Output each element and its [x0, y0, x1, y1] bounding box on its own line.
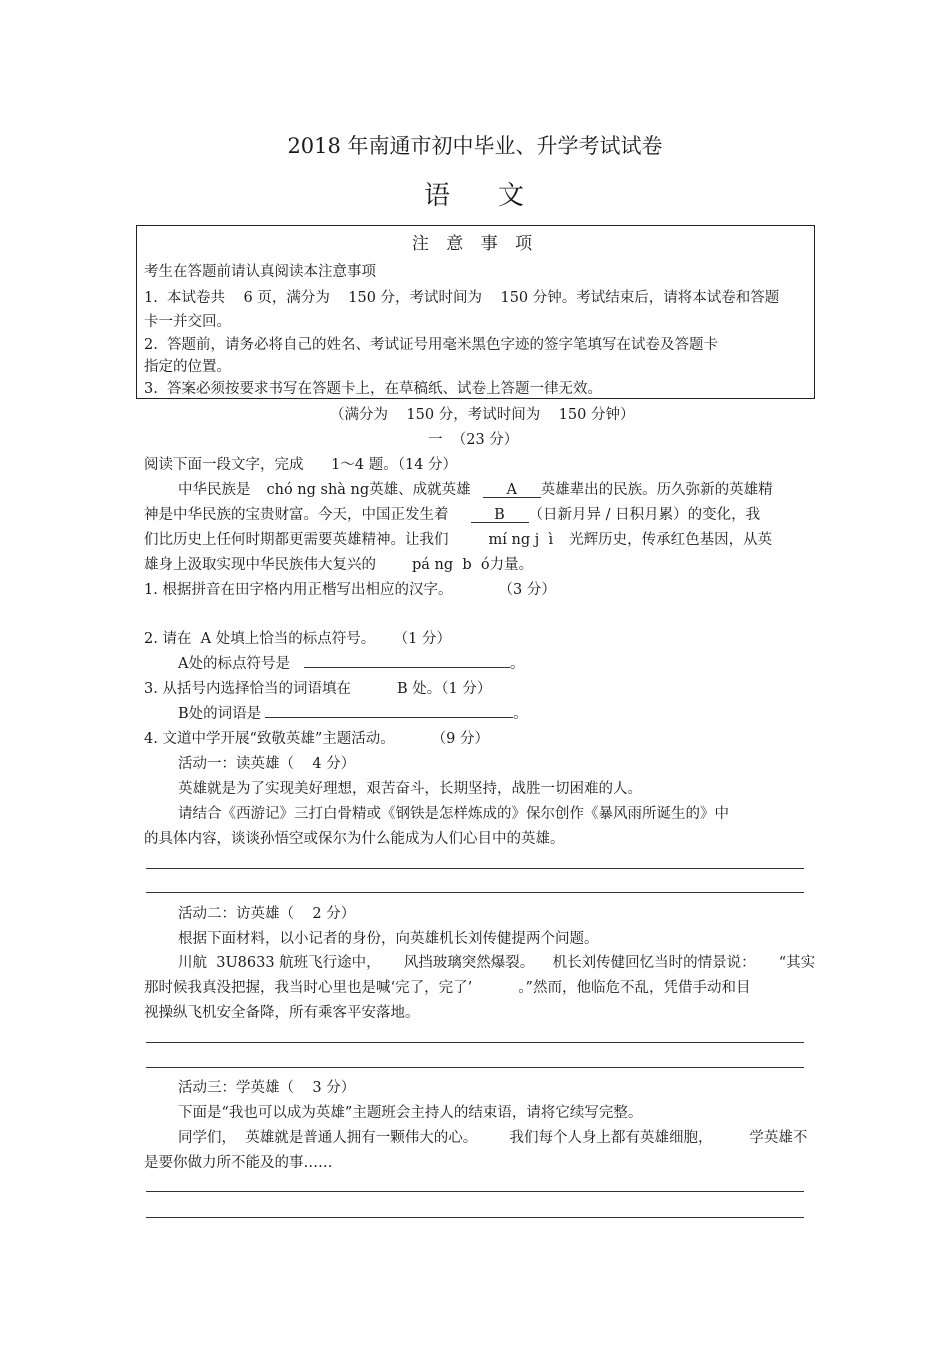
subject-char-1: 语 — [423, 181, 452, 211]
notice-intro: 考生在答题前请认真阅读本注意事项 — [144, 264, 376, 280]
passage-line-1 — [178, 478, 773, 499]
answer-line[interactable] — [146, 1042, 804, 1043]
pinyin-mingji: mí ng j ì — [488, 532, 554, 548]
activity-1-text: 的具体内容，谈谈孙悟空或保尔为什么能成为人们心目中的英雄。 — [144, 831, 565, 847]
answer-line[interactable] — [146, 892, 804, 893]
activity-2-text: 川航 3U8633 航班飞行途中， 风挡玻璃突然爆裂。 机长刘传健回忆当时的情景说： “其实 — [178, 955, 816, 971]
period: 。 — [509, 656, 525, 672]
blank-a: A — [483, 482, 541, 498]
question-2-answer — [178, 652, 524, 673]
blank-b: B — [471, 507, 529, 523]
activity-2-text: 视操纵飞机安全备降，所有乘客平安落地。 — [144, 1005, 420, 1021]
activity-3-heading: 活动三：学英雄（ 3 分） — [178, 1080, 356, 1096]
passage-text: 英雄辈出的民族。历久弥新的英雄精 — [540, 482, 773, 498]
notice-item-2: 2. 答题前，请务必将自己的姓名、考试证号用毫米黑色字迹的签字笔填写在试卷及答题卡 — [144, 337, 719, 353]
answer-line[interactable] — [146, 868, 804, 869]
answer-line[interactable] — [146, 1217, 804, 1218]
answer-line[interactable] — [146, 1191, 804, 1192]
passage-line-4 — [144, 553, 533, 574]
activity-2-heading: 活动二：访英雄（ 2 分） — [178, 906, 356, 922]
answer-label-b: B处的词语是 — [178, 706, 262, 722]
passage-line-3 — [144, 528, 772, 549]
activity-1-text: 请结合《西游记》三打白骨精或《钢铁是怎样炼成的》保尔创作《暴风雨所诞生的》中 — [178, 806, 729, 822]
subject-char-2: 文 — [498, 181, 527, 211]
notice-item-1-cont: 卡一并交回。 — [144, 314, 231, 330]
activity-3-text: 同学们， 英雄就是普通人拥有一颗伟大的心。 我们每个人身上都有英雄细胞， 学英雄不 — [178, 1130, 808, 1146]
section-one-heading: 一 （23 分） — [428, 432, 519, 448]
pinyin-pangbo: pá ng b ó — [412, 557, 490, 573]
passage-line-2 — [144, 503, 760, 524]
passage-text: 英雄、成就英雄 — [369, 482, 471, 498]
notice-item-2-cont: 指定的位置。 — [144, 359, 231, 375]
activity-2-text: 那时候我真没把握，我当时心里也是喊‘完了，完了’ 。”然而，他临危不乱，凭借手动和目 — [144, 980, 751, 996]
answer-line[interactable] — [146, 1067, 804, 1068]
notice-item-3: 3. 答案必须按要求书写在答题卡上，在草稿纸、试卷上答题一律无效。 — [144, 381, 603, 397]
question-3: 3. 从括号内选择恰当的词语填在 B 处。（1 分） — [144, 681, 492, 697]
period: 。 — [513, 706, 528, 722]
activity-2-text: 根据下面材料，以小记者的身份，向英雄机长刘传健提两个问题。 — [178, 931, 599, 947]
question-2: 2. 请在 A 处填上恰当的标点符号。 （1 分） — [144, 631, 452, 647]
subject-title — [0, 175, 950, 212]
notice-heading: 注 意 事 项 — [411, 234, 539, 254]
question-1: 1. 根据拼音在田字格内用正楷写出相应的汉字。 （3 分） — [144, 582, 556, 598]
answer-blank-b[interactable] — [265, 702, 513, 718]
question-3-answer — [178, 702, 528, 723]
answer-blank-a[interactable] — [304, 652, 510, 668]
pinyin-chongshang: chó ng shà ng — [266, 482, 370, 498]
passage-text: （日新月异 / 日积月累）的变化，我 — [528, 507, 761, 523]
passage-text: 中华民族是 — [178, 482, 251, 498]
activity-1-heading: 活动一：读英雄（ 4 分） — [178, 756, 356, 772]
activity-1-text: 英雄就是为了实现美好理想，艰苦奋斗，长期坚持，战胜一切困难的人。 — [178, 781, 642, 797]
activity-3-text: 是要你做力所不能及的事…… — [144, 1155, 333, 1171]
answer-label-a: A处的标点符号是 — [178, 656, 290, 672]
exam-title: 2018 年南通市初中毕业、升学考试试卷 — [287, 134, 663, 158]
passage-text: 光辉历史，传承红色基因，从英 — [569, 532, 773, 548]
passage-text: 力量。 — [489, 557, 534, 573]
notice-item-1: 1. 本试卷共 6 页，满分为 150 分，考试时间为 150 分钟。考试结束后，请将本试卷和答题 — [144, 290, 780, 306]
reading-intro: 阅读下面一段文字，完成 1～4 题。（14 分） — [144, 457, 458, 473]
question-4: 4. 文道中学开展“致敬英雄”主题活动。 （9 分） — [144, 731, 489, 747]
score-note: （满分为 150 分，考试时间为 150 分钟） — [330, 407, 635, 423]
passage-text: 雄身上汲取实现中华民族伟大复兴的 — [144, 557, 376, 573]
activity-3-text: 下面是“我也可以成为英雄”主题班会主持人的结束语，请将它续写完整。 — [178, 1105, 643, 1121]
passage-text: 神是中华民族的宝贵财富。今天，中国正发生着 — [144, 507, 449, 523]
passage-text: 们比历史上任何时期都更需要英雄精神。让我们 — [144, 532, 449, 548]
